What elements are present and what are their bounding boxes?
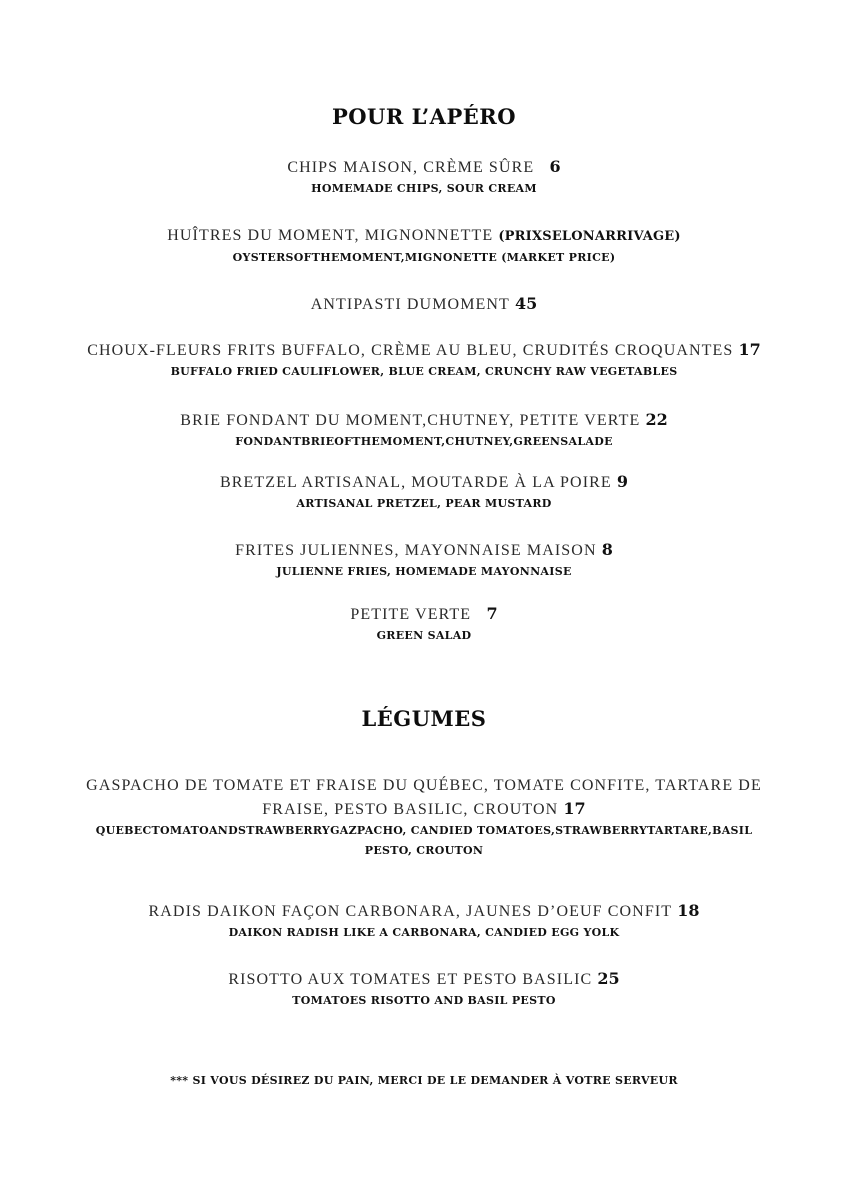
item-name-en: ARTISANAL PRETZEL, PEAR MUSTARD	[296, 497, 552, 510]
item-name-en: BUFFALO FRIED CAULIFLOWER, BLUE CREAM, CRUNCHY RAW VEGETABLES	[170, 365, 678, 378]
item-price: 22	[645, 410, 668, 429]
item-price: 9	[616, 472, 629, 491]
item-market-price-note: (PRIXSELONARRIVAGE)	[498, 229, 681, 244]
menu-item-chips	[40, 156, 808, 199]
item-name-en-line2: PESTO, CROUTON	[364, 844, 484, 857]
item-name-fr: FRITES JULIENNES, MAYONNAISE MAISON	[235, 542, 597, 559]
item-price: 6	[549, 157, 561, 176]
item-price: 17	[738, 340, 761, 359]
item-price: 7	[486, 604, 498, 623]
item-name-fr: ANTIPASTI DUMOMENT	[310, 296, 510, 313]
item-name-fr-line2: FRAISE, PESTO BASILIC, CROUTON	[262, 801, 559, 818]
item-name-fr-line1: GASPACHO DE TOMATE ET FRAISE DU QUÉBEC, TOMATE CONFITE, TARTARE DE	[86, 777, 762, 794]
item-name-fr: CHOUX-FLEURS FRITS BUFFALO, CRÈME AU BLEU, CRUDITÉS CROQUANTES	[87, 342, 734, 359]
menu-item-frites	[40, 539, 808, 582]
menu-item-petite-verte	[40, 603, 808, 646]
bread-notice: *** SI VOUS DÉSIREZ DU PAIN, MERCI DE LE DEMANDER À VOTRE SERVEUR	[170, 1074, 678, 1087]
section-title-apero: POUR L’APÉRO	[331, 104, 517, 129]
item-price: 45	[515, 294, 538, 313]
menu-item-bretzel	[40, 471, 808, 514]
item-name-en-line1: QUEBECTOMATOANDSTRAWBERRYGAZPACHO, CANDIED TOMATOES,STRAWBERRYTARTARE,BASIL	[95, 824, 753, 837]
menu-item-huitres	[40, 225, 808, 268]
item-price: 8	[601, 540, 613, 559]
item-name-en: FONDANTBRIEOFTHEMOMENT,CHUTNEY,GREENSALADE	[235, 435, 613, 448]
item-name-en: TOMATOES RISOTTO AND BASIL PESTO	[292, 994, 556, 1007]
menu-item-antipasti	[40, 293, 808, 316]
item-name-fr: BRIE FONDANT DU MOMENT,CHUTNEY, PETITE VERTE	[180, 412, 641, 429]
menu-item-radis-daikon	[40, 900, 808, 943]
menu-item-gaspacho	[30, 774, 818, 861]
menu-item-brie	[40, 409, 808, 452]
item-name-fr: RADIS DAIKON FAÇON CARBONARA, JAUNES D’OEUF CONFIT	[148, 903, 673, 920]
menu-item-choux-fleurs	[40, 339, 808, 382]
menu-item-risotto	[40, 968, 808, 1011]
item-name-en: OYSTERSOFTHEMOMENT,MIGNONETTE (MARKET PRICE)	[232, 251, 616, 264]
item-price: 18	[677, 901, 700, 920]
item-name-fr: HUÎTRES DU MOMENT, MIGNONNETTE	[167, 227, 494, 244]
section-title-legumes: LÉGUMES	[361, 706, 487, 731]
item-name-en: JULIENNE FRIES, HOMEMADE MAYONNAISE	[276, 565, 572, 578]
item-name-fr: BRETZEL ARTISANAL, MOUTARDE À LA POIRE	[219, 474, 612, 491]
item-name-en: HOMEMADE CHIPS, SOUR CREAM	[311, 182, 537, 195]
item-name-en: DAIKON RADISH LIKE A CARBONARA, CANDIED EGG YOLK	[228, 926, 620, 939]
item-price: 17	[563, 799, 586, 818]
item-name-fr: CHIPS MAISON, CRÈME SÛRE	[287, 159, 535, 176]
item-name-en: GREEN SALAD	[376, 629, 472, 642]
item-price: 25	[597, 969, 620, 988]
item-name-fr: RISOTTO AUX TOMATES ET PESTO BASILIC	[228, 971, 593, 988]
item-name-fr: PETITE VERTE	[350, 606, 472, 623]
